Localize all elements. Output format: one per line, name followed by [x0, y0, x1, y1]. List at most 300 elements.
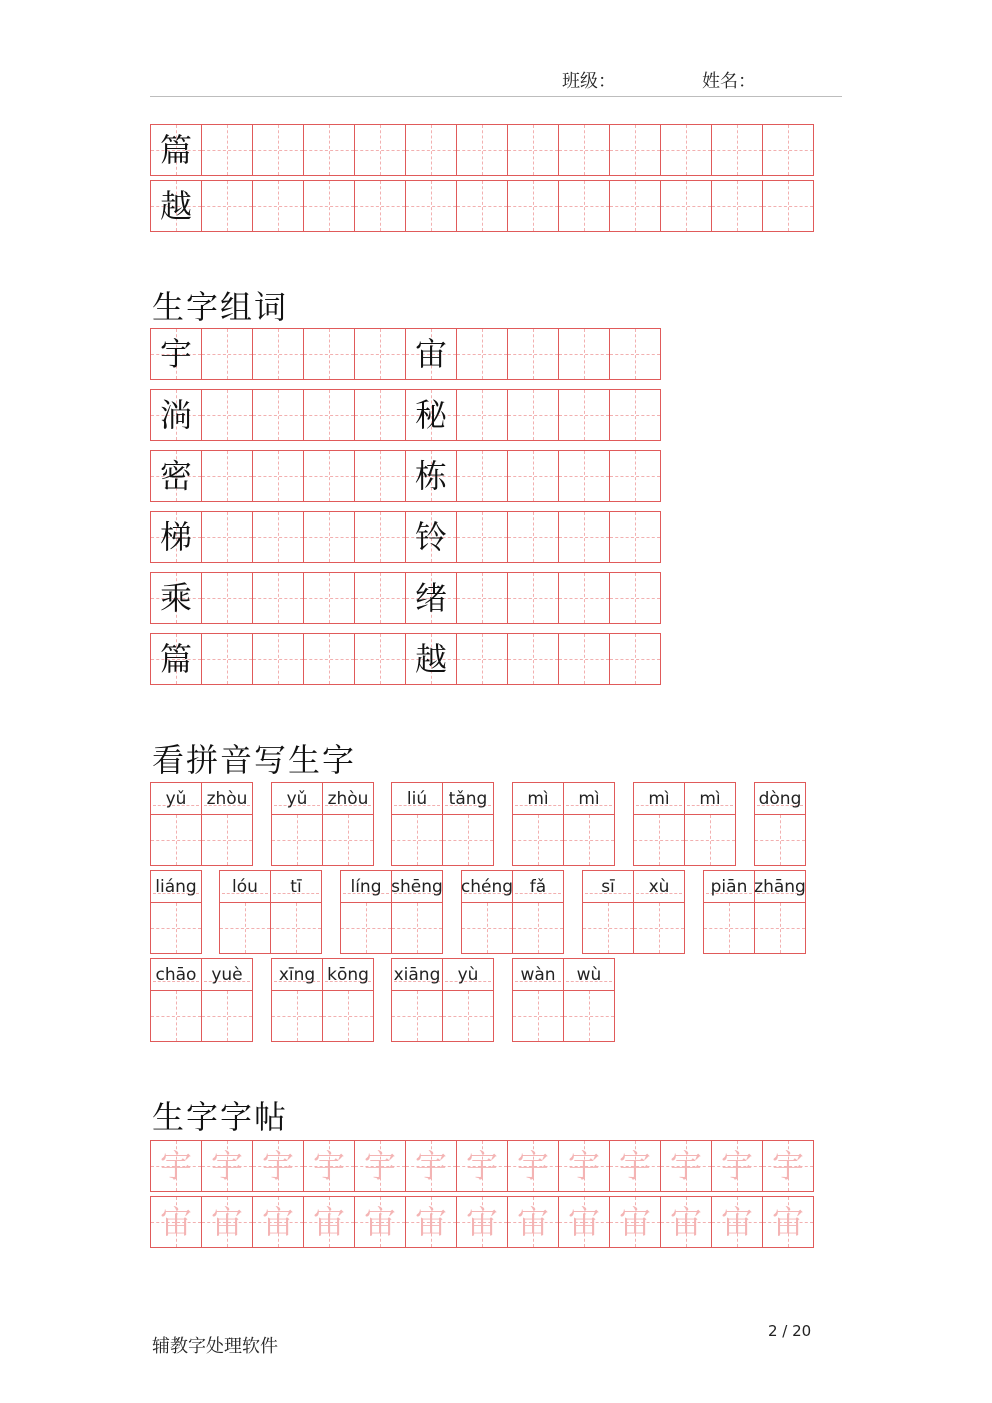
- pinyin-word-group: [271, 958, 373, 1042]
- trace-character: 宙: [312, 1203, 345, 1241]
- character: 乘: [159, 579, 192, 617]
- writing-box[interactable]: [272, 991, 322, 1041]
- character: 越: [159, 187, 192, 225]
- trace-character: 宇: [465, 1147, 498, 1185]
- pinyin-unit: [563, 782, 615, 866]
- grid-cell: [507, 328, 559, 380]
- grid-cell: [354, 572, 406, 624]
- grid-cell: [252, 450, 304, 502]
- grid-cell: [303, 124, 355, 176]
- grid-cell: [609, 124, 661, 176]
- grid-cell: [558, 511, 610, 563]
- pinyin-unit: [684, 782, 736, 866]
- pinyin-unit: [633, 782, 685, 866]
- pinyin-text: mì: [648, 788, 670, 809]
- pinyin-label-box: [443, 783, 493, 815]
- writing-box[interactable]: [755, 815, 805, 865]
- pinyin-word-group: [461, 870, 563, 954]
- zitie-row: [150, 1196, 813, 1248]
- writing-box[interactable]: [462, 903, 512, 953]
- pinyin-word-group: [150, 958, 252, 1042]
- grid-cell: [507, 1140, 559, 1192]
- grid-cell: [711, 1140, 763, 1192]
- pinyin-text: yǔ: [286, 788, 308, 809]
- pinyin-unit: [219, 870, 271, 954]
- writing-box[interactable]: [151, 903, 201, 953]
- writing-box[interactable]: [704, 903, 754, 953]
- pinyin-text: chéng: [460, 876, 514, 897]
- pinyin-unit: [563, 958, 615, 1042]
- grid-cell: [303, 572, 355, 624]
- grid-cell: [201, 572, 253, 624]
- grid-cell: [201, 180, 253, 232]
- pinyin-text: kōng: [327, 964, 369, 985]
- pinyin-word-group: [150, 782, 252, 866]
- grid-cell: [150, 389, 202, 441]
- character: 栋: [414, 457, 447, 495]
- zuci-row: [150, 633, 660, 685]
- grid-cell: [303, 633, 355, 685]
- pinyin-label-box: [272, 783, 322, 815]
- trace-character: 宇: [669, 1147, 702, 1185]
- grid-cell: [252, 633, 304, 685]
- trace-character: 宇: [516, 1147, 549, 1185]
- grid-cell: [354, 1196, 406, 1248]
- trace-character: 宇: [312, 1147, 345, 1185]
- pinyin-unit: [201, 782, 253, 866]
- pinyin-word-group: [391, 782, 493, 866]
- trace-character: 宇: [414, 1147, 447, 1185]
- grid-cell: [201, 328, 253, 380]
- grid-cell: [201, 1196, 253, 1248]
- pinyin-word-group: [754, 782, 805, 866]
- grid-cell: [609, 572, 661, 624]
- pinyin-unit: [512, 870, 564, 954]
- pinyin-section-title: 看拼音写生字: [152, 741, 357, 779]
- writing-box[interactable]: [202, 991, 252, 1041]
- trace-character: 宇: [771, 1147, 804, 1185]
- grid-cell: [354, 180, 406, 232]
- character: 梯: [159, 518, 192, 556]
- writing-box[interactable]: [151, 991, 201, 1041]
- pinyin-unit: [754, 782, 806, 866]
- grid-cell: [150, 124, 202, 176]
- character: 越: [414, 640, 447, 678]
- grid-cell: [609, 328, 661, 380]
- footer-software-name: 辅教字处理软件: [152, 1336, 278, 1357]
- practice-row: [150, 124, 813, 176]
- trace-character: 宙: [465, 1203, 498, 1241]
- zuci-row: [150, 511, 660, 563]
- grid-cell: [456, 389, 508, 441]
- trace-character: 宇: [159, 1147, 192, 1185]
- pinyin-label-box: [272, 959, 322, 991]
- grid-cell: [456, 1196, 508, 1248]
- pinyin-label-box: [513, 959, 563, 991]
- grid-cell: [660, 124, 712, 176]
- grid-cell: [252, 1140, 304, 1192]
- pinyin-text: tǎng: [448, 788, 488, 809]
- pinyin-unit: [340, 870, 392, 954]
- character: 篇: [159, 640, 192, 678]
- grid-cell: [150, 1196, 202, 1248]
- pinyin-text: chāo: [155, 964, 197, 985]
- trace-character: 宙: [720, 1203, 753, 1241]
- pinyin-text: xīng: [278, 964, 316, 985]
- grid-cell: [558, 180, 610, 232]
- trace-character: 宙: [567, 1203, 600, 1241]
- grid-cell: [150, 180, 202, 232]
- trace-character: 宙: [159, 1203, 192, 1241]
- grid-cell: [201, 633, 253, 685]
- pinyin-text: mì: [527, 788, 549, 809]
- pinyin-word-group: [391, 958, 493, 1042]
- pinyin-unit: [754, 870, 806, 954]
- grid-cell: [405, 180, 457, 232]
- grid-cell: [150, 450, 202, 502]
- trace-character: 宇: [363, 1147, 396, 1185]
- character: 宇: [159, 335, 192, 373]
- grid-cell: [201, 450, 253, 502]
- grid-cell: [354, 389, 406, 441]
- grid-cell: [252, 1196, 304, 1248]
- zuci-row: [150, 450, 660, 502]
- grid-cell: [150, 1140, 202, 1192]
- pinyin-unit: [512, 958, 564, 1042]
- pinyin-unit: [442, 958, 494, 1042]
- pinyin-unit: [150, 958, 202, 1042]
- grid-cell: [558, 124, 610, 176]
- pinyin-text: liú: [406, 788, 428, 809]
- pinyin-word-group: [150, 870, 201, 954]
- grid-cell: [201, 511, 253, 563]
- pinyin-text: lóu: [232, 876, 258, 897]
- grid-cell: [558, 633, 610, 685]
- pinyin-label-box: [755, 783, 805, 815]
- zitie-row: [150, 1140, 813, 1192]
- pinyin-unit: [442, 782, 494, 866]
- writing-box[interactable]: [392, 991, 442, 1041]
- character: 淌: [159, 396, 192, 434]
- pinyin-label-box: [341, 871, 391, 903]
- pinyin-label-box: [583, 871, 633, 903]
- grid-cell: [303, 1196, 355, 1248]
- pinyin-text: piān: [710, 876, 748, 897]
- writing-box[interactable]: [341, 903, 391, 953]
- grid-cell: [405, 1196, 457, 1248]
- writing-box[interactable]: [583, 903, 633, 953]
- grid-cell: [201, 1140, 253, 1192]
- trace-character: 宙: [261, 1203, 294, 1241]
- grid-cell: [354, 511, 406, 563]
- pinyin-text: wù: [576, 964, 602, 985]
- pinyin-text: tī: [290, 876, 302, 897]
- writing-box[interactable]: [271, 903, 321, 953]
- grid-cell: [558, 389, 610, 441]
- writing-box[interactable]: [392, 903, 442, 953]
- writing-box[interactable]: [564, 991, 614, 1041]
- writing-box[interactable]: [392, 815, 442, 865]
- grid-cell: [609, 1140, 661, 1192]
- pinyin-label-box: [220, 871, 270, 903]
- pinyin-text: zhòu: [327, 788, 369, 809]
- zuci-row: [150, 389, 660, 441]
- class-label: 班级：: [562, 71, 616, 92]
- grid-cell: [354, 124, 406, 176]
- trace-character: 宇: [210, 1147, 243, 1185]
- pinyin-text: zhòu: [206, 788, 248, 809]
- pinyin-unit: [271, 782, 323, 866]
- grid-cell: [609, 511, 661, 563]
- character: 绪: [414, 579, 447, 617]
- character: 密: [159, 457, 192, 495]
- pinyin-word-group: [219, 870, 321, 954]
- grid-cell: [762, 1140, 814, 1192]
- footer-page-number: 2 / 20: [768, 1322, 812, 1340]
- grid-cell: [150, 633, 202, 685]
- pinyin-word-group: [512, 958, 614, 1042]
- writing-box[interactable]: [272, 815, 322, 865]
- pinyin-label-box: [564, 783, 614, 815]
- writing-box[interactable]: [513, 991, 563, 1041]
- trace-character: 宇: [567, 1147, 600, 1185]
- grid-cell: [507, 180, 559, 232]
- grid-cell: [507, 389, 559, 441]
- pinyin-label-box: [513, 783, 563, 815]
- trace-character: 宇: [261, 1147, 294, 1185]
- writing-box[interactable]: [202, 815, 252, 865]
- pinyin-label-box: [151, 871, 201, 903]
- grid-cell: [201, 389, 253, 441]
- pinyin-text: mì: [699, 788, 721, 809]
- grid-cell: [456, 328, 508, 380]
- trace-character: 宙: [669, 1203, 702, 1241]
- pinyin-word-group: [271, 782, 373, 866]
- pinyin-text: shēng: [391, 876, 443, 897]
- grid-cell: [660, 180, 712, 232]
- grid-cell: [354, 633, 406, 685]
- pinyin-label-box: [202, 959, 252, 991]
- grid-cell: [456, 1140, 508, 1192]
- writing-box[interactable]: [634, 815, 684, 865]
- grid-cell: [660, 1140, 712, 1192]
- grid-cell: [405, 1140, 457, 1192]
- pinyin-text: yù: [457, 964, 479, 985]
- pinyin-label-box: [392, 959, 442, 991]
- grid-cell: [558, 1140, 610, 1192]
- pinyin-text: zhāng: [754, 876, 806, 897]
- trace-character: 宇: [720, 1147, 753, 1185]
- writing-box[interactable]: [323, 991, 373, 1041]
- grid-cell: [303, 389, 355, 441]
- pinyin-text: wàn: [520, 964, 556, 985]
- grid-cell: [405, 450, 457, 502]
- grid-cell: [303, 511, 355, 563]
- zuci-row: [150, 328, 660, 380]
- pinyin-label-box: [392, 871, 442, 903]
- grid-cell: [660, 1196, 712, 1248]
- grid-cell: [354, 1140, 406, 1192]
- writing-box[interactable]: [323, 815, 373, 865]
- pinyin-label-box: [704, 871, 754, 903]
- grid-cell: [405, 511, 457, 563]
- grid-cell: [303, 328, 355, 380]
- grid-cell: [354, 328, 406, 380]
- grid-cell: [711, 124, 763, 176]
- pinyin-unit: [150, 870, 202, 954]
- name-label: 姓名：: [702, 71, 756, 92]
- grid-cell: [507, 633, 559, 685]
- writing-box[interactable]: [634, 903, 684, 953]
- grid-cell: [609, 389, 661, 441]
- pinyin-label-box: [202, 783, 252, 815]
- grid-cell: [609, 180, 661, 232]
- grid-cell: [354, 450, 406, 502]
- grid-cell: [456, 633, 508, 685]
- grid-cell: [456, 180, 508, 232]
- pinyin-label-box: [462, 871, 512, 903]
- grid-cell: [456, 124, 508, 176]
- pinyin-unit: [271, 958, 323, 1042]
- grid-cell: [303, 1140, 355, 1192]
- grid-cell: [507, 124, 559, 176]
- pinyin-unit: [322, 958, 374, 1042]
- pinyin-unit: [461, 870, 513, 954]
- trace-character: 宙: [363, 1203, 396, 1241]
- pinyin-unit: [512, 782, 564, 866]
- pinyin-label-box: [634, 783, 684, 815]
- writing-box[interactable]: [564, 815, 614, 865]
- pinyin-unit: [391, 958, 443, 1042]
- writing-box[interactable]: [443, 991, 493, 1041]
- pinyin-unit: [633, 870, 685, 954]
- pinyin-text: mì: [578, 788, 600, 809]
- trace-character: 宇: [618, 1147, 651, 1185]
- grid-cell: [507, 511, 559, 563]
- grid-cell: [150, 328, 202, 380]
- grid-cell: [201, 124, 253, 176]
- grid-cell: [762, 180, 814, 232]
- pinyin-unit: [270, 870, 322, 954]
- grid-cell: [150, 572, 202, 624]
- grid-cell: [456, 511, 508, 563]
- pinyin-unit: [703, 870, 755, 954]
- grid-cell: [609, 633, 661, 685]
- practice-row: [150, 180, 813, 232]
- grid-cell: [252, 328, 304, 380]
- writing-box[interactable]: [443, 815, 493, 865]
- grid-cell: [252, 572, 304, 624]
- grid-cell: [405, 124, 457, 176]
- grid-cell: [252, 124, 304, 176]
- grid-cell: [507, 1196, 559, 1248]
- grid-cell: [150, 511, 202, 563]
- zitie-section-title: 生字字帖: [152, 1098, 289, 1136]
- grid-cell: [507, 450, 559, 502]
- pinyin-word-group: [703, 870, 805, 954]
- grid-cell: [558, 572, 610, 624]
- character: 铃: [414, 518, 447, 556]
- trace-character: 宙: [516, 1203, 549, 1241]
- writing-box[interactable]: [513, 815, 563, 865]
- pinyin-label-box: [443, 959, 493, 991]
- pinyin-unit: [322, 782, 374, 866]
- grid-cell: [558, 328, 610, 380]
- grid-cell: [252, 511, 304, 563]
- grid-cell: [405, 328, 457, 380]
- pinyin-text: yuè: [211, 964, 243, 985]
- grid-cell: [252, 180, 304, 232]
- pinyin-text: yǔ: [165, 788, 187, 809]
- pinyin-word-group: [512, 782, 614, 866]
- writing-box[interactable]: [755, 903, 805, 953]
- grid-cell: [303, 180, 355, 232]
- grid-cell: [405, 572, 457, 624]
- pinyin-label-box: [271, 871, 321, 903]
- pinyin-word-group: [582, 870, 684, 954]
- grid-cell: [558, 1196, 610, 1248]
- pinyin-label-box: [755, 871, 805, 903]
- character: 秘: [414, 396, 447, 434]
- pinyin-label-box: [151, 959, 201, 991]
- character: 篇: [159, 131, 192, 169]
- character: 宙: [414, 335, 447, 373]
- grid-cell: [252, 389, 304, 441]
- pinyin-text: xù: [648, 876, 670, 897]
- pinyin-label-box: [323, 959, 373, 991]
- pinyin-label-box: [323, 783, 373, 815]
- pinyin-text: liáng: [155, 876, 197, 897]
- writing-box[interactable]: [685, 815, 735, 865]
- grid-cell: [507, 572, 559, 624]
- header-divider: [150, 96, 842, 97]
- grid-cell: [456, 572, 508, 624]
- grid-cell: [762, 1196, 814, 1248]
- trace-character: 宙: [414, 1203, 447, 1241]
- pinyin-word-group: [633, 782, 735, 866]
- grid-cell: [711, 180, 763, 232]
- writing-box[interactable]: [513, 903, 563, 953]
- writing-box[interactable]: [151, 815, 201, 865]
- pinyin-label-box: [513, 871, 563, 903]
- grid-cell: [405, 633, 457, 685]
- grid-cell: [456, 450, 508, 502]
- grid-cell: [405, 389, 457, 441]
- trace-character: 宙: [771, 1203, 804, 1241]
- grid-cell: [609, 1196, 661, 1248]
- pinyin-word-group: [340, 870, 442, 954]
- grid-cell: [558, 450, 610, 502]
- pinyin-text: fǎ: [529, 876, 547, 897]
- pinyin-label-box: [151, 783, 201, 815]
- grid-cell: [609, 450, 661, 502]
- grid-cell: [711, 1196, 763, 1248]
- pinyin-unit: [150, 782, 202, 866]
- writing-box[interactable]: [220, 903, 270, 953]
- pinyin-unit: [201, 958, 253, 1042]
- pinyin-label-box: [392, 783, 442, 815]
- pinyin-unit: [391, 782, 443, 866]
- pinyin-label-box: [634, 871, 684, 903]
- pinyin-text: dòng: [758, 788, 802, 809]
- trace-character: 宙: [618, 1203, 651, 1241]
- pinyin-unit: [391, 870, 443, 954]
- pinyin-text: líng: [350, 876, 382, 897]
- grid-cell: [762, 124, 814, 176]
- pinyin-text: xiāng: [393, 964, 441, 985]
- pinyin-unit: [582, 870, 634, 954]
- pinyin-text: sī: [601, 876, 615, 897]
